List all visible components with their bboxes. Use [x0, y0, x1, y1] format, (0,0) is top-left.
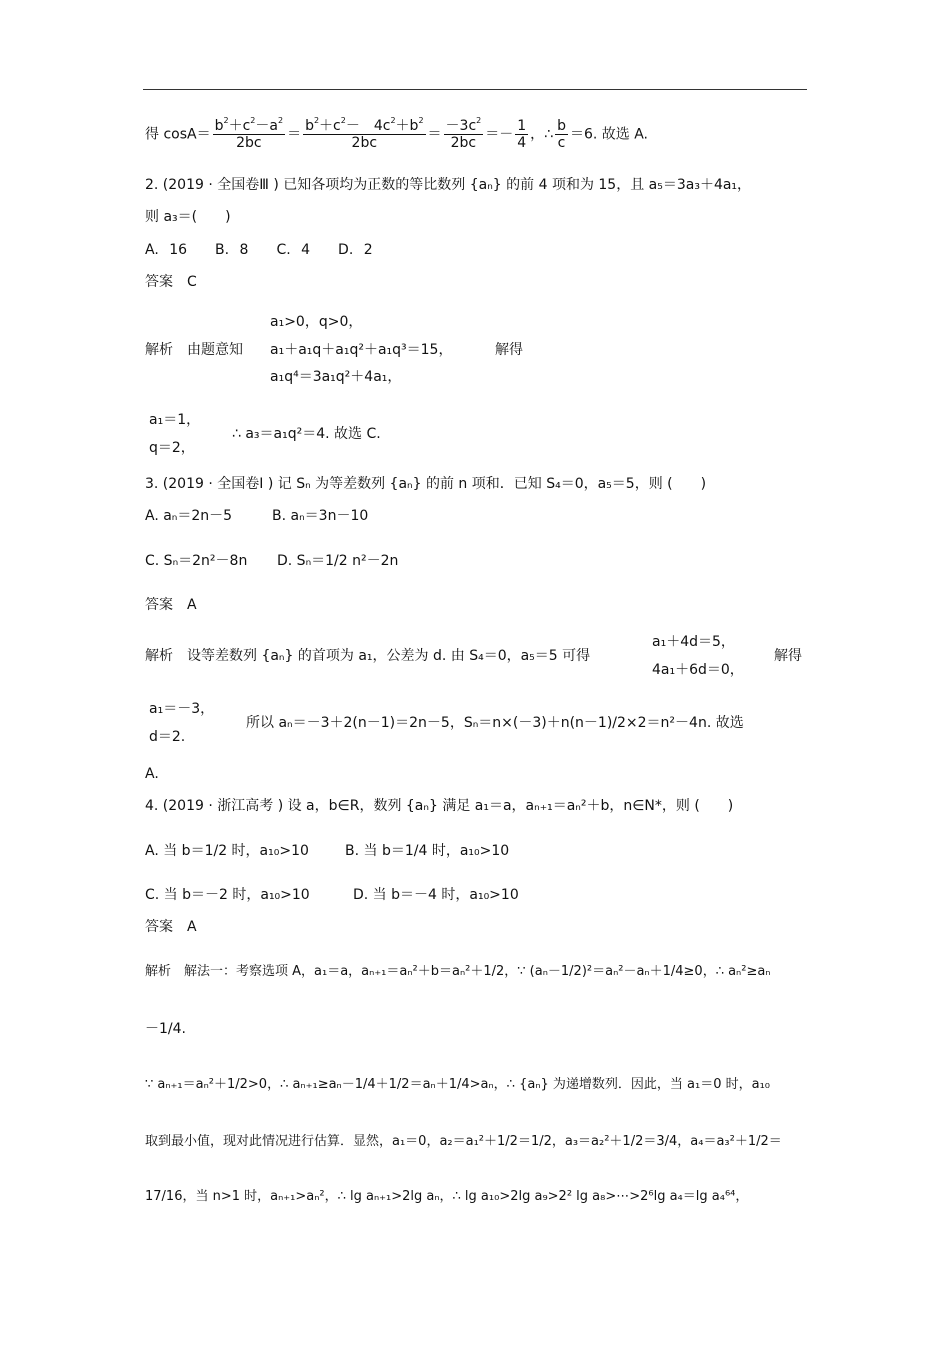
- q4-analysis-line-4: 取到最小值，现对此情况进行估算．显然，a₁＝0，a₂＝a₁²＋1/2＝1/2，a₃＝a₂²＋1/2＝3/4，a₄＝a₃²＋1/2＝: [145, 1134, 782, 1149]
- q2-system-line-3: a₁q⁴＝3a₁q²＋4a₁，: [270, 369, 402, 385]
- q4-stem: 4. (2019 · 浙江高考 ) 设 a，b∈R，数列 {aₙ} 满足 a₁＝a，aₙ₊₁＝aₙ²＋b，n∈N*，则 ( ): [145, 798, 734, 814]
- q3-system-line-1: a₁＋4d＝5，: [652, 634, 735, 650]
- q2-solve-word: 解得: [495, 342, 523, 358]
- q4-option-c: C. 当 b＝－2 时，a₁₀>10: [145, 887, 310, 903]
- q3-result-line-2: d＝2.: [149, 729, 186, 745]
- header-rule: [143, 89, 807, 90]
- q4-option-d: D. 当 b＝－4 时，a₁₀>10: [353, 887, 519, 903]
- q2-analysis-label: 解析 由题意知: [145, 342, 243, 358]
- q4-analysis-cont: －1/4.: [145, 1021, 186, 1037]
- q3-system-line-2: 4a₁＋6d＝0，: [652, 662, 744, 678]
- q3-stem: 3. (2019 · 全国卷Ⅰ ) 记 Sₙ 为等差数列 {aₙ} 的前 n 项和．已知 S₄＝0，a₅＝5，则 ( ): [145, 476, 707, 492]
- q4-option-b: B. 当 b＝1/4 时，a₁₀>10: [345, 843, 510, 859]
- q4-analysis-line-3: ∵ aₙ₊₁＝aₙ²＋1/2>0，∴ aₙ₊₁≥aₙ－1/4＋1/2＝aₙ＋1/4>aₙ，∴ {aₙ} 为递增数列．因此，当 a₁＝0 时，a₁₀: [145, 1077, 771, 1092]
- q3-answer: 答案 A: [145, 597, 197, 613]
- q2-options: A. 16 B. 8 C. 4 D. 2: [145, 242, 373, 258]
- q2-conclusion: ∴ a₃＝a₁q²＝4. 故选 C.: [232, 426, 381, 442]
- q4-analysis-line-5: 17/16，当 n>1 时，aₙ₊₁>aₙ²，∴ lg aₙ₊₁>2lg aₙ，∴ lg a₁₀>2lg a₉>2² lg a₈>⋯>2⁶lg a₄＝lg a₄⁶⁴，: [145, 1189, 749, 1204]
- q3-analysis: 解析 设等差数列 {aₙ} 的首项为 a₁，公差为 d. 由 S₄＝0，a₅＝5 可得: [145, 648, 591, 664]
- q1-conclusion: 得 cosA＝ $\frac{b^2+c^2-a^2}{2bc}$ ＝ $\frac{b^2+c^2- 4c^2+b^2}{2bc}$ ＝ $\frac{-3c^2}{2bc}$ ＝－ $\frac{1}{4}$ ，∴ $\frac{b}{c}$ ＝6. 故选 A.: [145, 116, 649, 151]
- q2-stem-cont: 则 a₃＝( ): [145, 209, 231, 225]
- q3-solve-word: 解得: [774, 648, 802, 664]
- q3-conclusion: 所以 aₙ＝－3＋2(n－1)＝2n－5，Sₙ＝n×(－3)＋n(n－1)/2×2＝n²－4n. 故选: [246, 715, 744, 731]
- q3-option-b: B. aₙ＝3n－10: [272, 508, 369, 524]
- q2-result-line-2: q＝2，: [149, 440, 195, 456]
- q3-option-c: C. Sₙ＝2n²－8n: [145, 553, 248, 569]
- q2-system-line-2: a₁＋a₁q＋a₁q²＋a₁q³＝15，: [270, 342, 453, 358]
- q2-result-line-1: a₁＝1，: [149, 412, 201, 428]
- q3-option-a: A. aₙ＝2n－5: [145, 508, 233, 524]
- q4-option-a: A. 当 b＝1/2 时，a₁₀>10: [145, 843, 309, 859]
- q4-analysis: 解析 解法一：考察选项 A，a₁＝a，aₙ₊₁＝aₙ²＋b＝aₙ²＋1/2，∵ (aₙ－1/2)²＝aₙ²－aₙ＋1/4≥0，∴ aₙ²≥aₙ: [145, 964, 771, 979]
- q2-system-line-1: a₁>0，q>0，: [270, 314, 363, 330]
- q4-answer: 答案 A: [145, 919, 197, 935]
- q2-answer: 答案 C: [145, 274, 197, 290]
- q2-stem: 2. (2019 · 全国卷Ⅲ ) 已知各项均为正数的等比数列 {aₙ} 的前 4 项和为 15，且 a₅＝3a₃＋4a₁，: [145, 177, 752, 193]
- q3-conclusion-tail: A.: [145, 766, 159, 782]
- q3-result-line-1: a₁＝－3，: [149, 701, 215, 717]
- q3-option-d: D. Sₙ＝1/2 n²－2n: [277, 553, 399, 569]
